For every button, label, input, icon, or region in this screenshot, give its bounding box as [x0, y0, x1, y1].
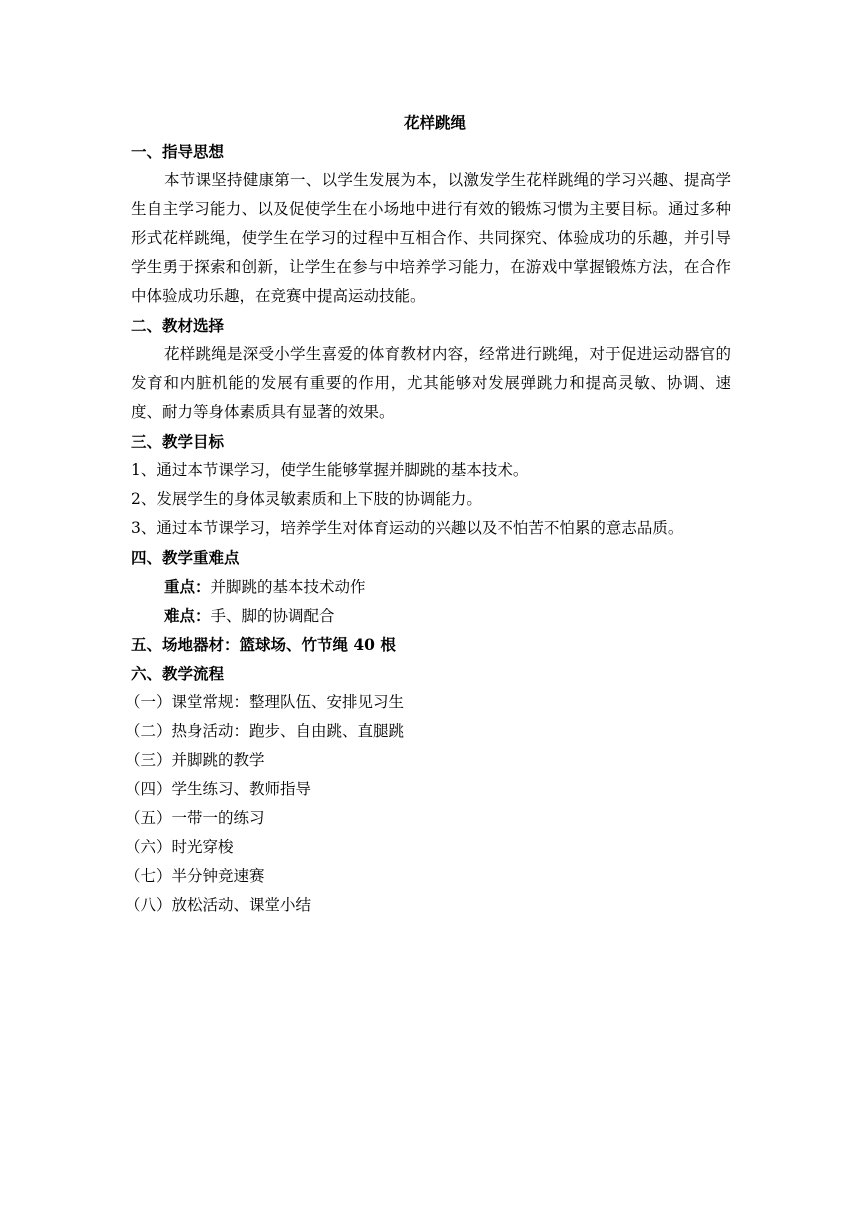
- process-step-item: （七）半分钟竞速赛: [125, 867, 265, 885]
- difficulty-line: [131, 601, 731, 630]
- guiding-ideology-paragraph: 本节课坚持健康第一、以学生发展为本，以激发学生花样跳绳的学习兴趣、提高学生自主学习能力、以及促使学生在小场地中进行有效的锻炼习惯为主要目标。通过多种形式花样跳绳，使学生在学习的过程中互相合作、共同探究、体验成功的乐趣，并引导学生勇于探索和创新，让学生在参与中培养学习能力，在游戏中掌握锻炼方法，在合作中体验成功乐趣，在竞赛中提高运动技能。: [131, 171, 731, 305]
- section-heading-teaching-process: 六、教学流程: [131, 664, 225, 683]
- section-heading-key-points: 四、教学重难点: [131, 548, 240, 567]
- process-step-item: （八）放松活动、课堂小结: [125, 896, 312, 914]
- process-step-item: （六）时光穿梭: [125, 838, 234, 856]
- key-point-text: 并脚跳的基本技术动作: [210, 578, 366, 596]
- difficulty-text: 手、脚的协调配合: [210, 607, 335, 625]
- teaching-goal-item: 3、通过本节课学习，培养学生对体育运动的兴趣以及不怕苦不怕累的意志品质。: [131, 519, 684, 537]
- difficulty-label: 难点：: [164, 606, 211, 625]
- process-step-item: （三）并脚跳的教学: [125, 751, 265, 769]
- key-point-label: 重点：: [164, 577, 211, 596]
- section-heading-venue-equipment: 五、场地器材：篮球场、竹节绳 40 根: [131, 635, 396, 654]
- section-heading-material-selection: 二、教材选择: [131, 316, 225, 335]
- teaching-goal-item: 1、通过本节课学习，使学生能够掌握并脚跳的基本技术。: [131, 461, 529, 479]
- teaching-goal-item: 2、发展学生的身体灵敏素质和上下肢的协调能力。: [131, 490, 482, 508]
- document-title: 花样跳绳: [403, 113, 466, 132]
- process-step-item: （五）一带一的练习: [125, 809, 265, 827]
- document-page: [125, 108, 731, 920]
- process-step-item: （二）热身活动：跑步、自由跳、直腿跳: [125, 722, 405, 740]
- key-point-line: [131, 572, 731, 601]
- section-heading-guiding-ideology: 一、指导思想: [131, 142, 225, 161]
- section-heading-teaching-goals: 三、教学目标: [131, 432, 225, 451]
- process-step-item: （四）学生练习、教师指导: [125, 780, 312, 798]
- process-step-item: （一）课堂常规：整理队伍、安排见习生: [125, 693, 405, 711]
- material-selection-paragraph: 花样跳绳是深受小学生喜爱的体育教材内容，经常进行跳绳，对于促进运动器官的发育和内脏机能的发展有重要的作用，尤其能够对发展弹跳力和提高灵敏、协调、速度、耐力等身体素质具有显著的效果。: [131, 345, 731, 421]
